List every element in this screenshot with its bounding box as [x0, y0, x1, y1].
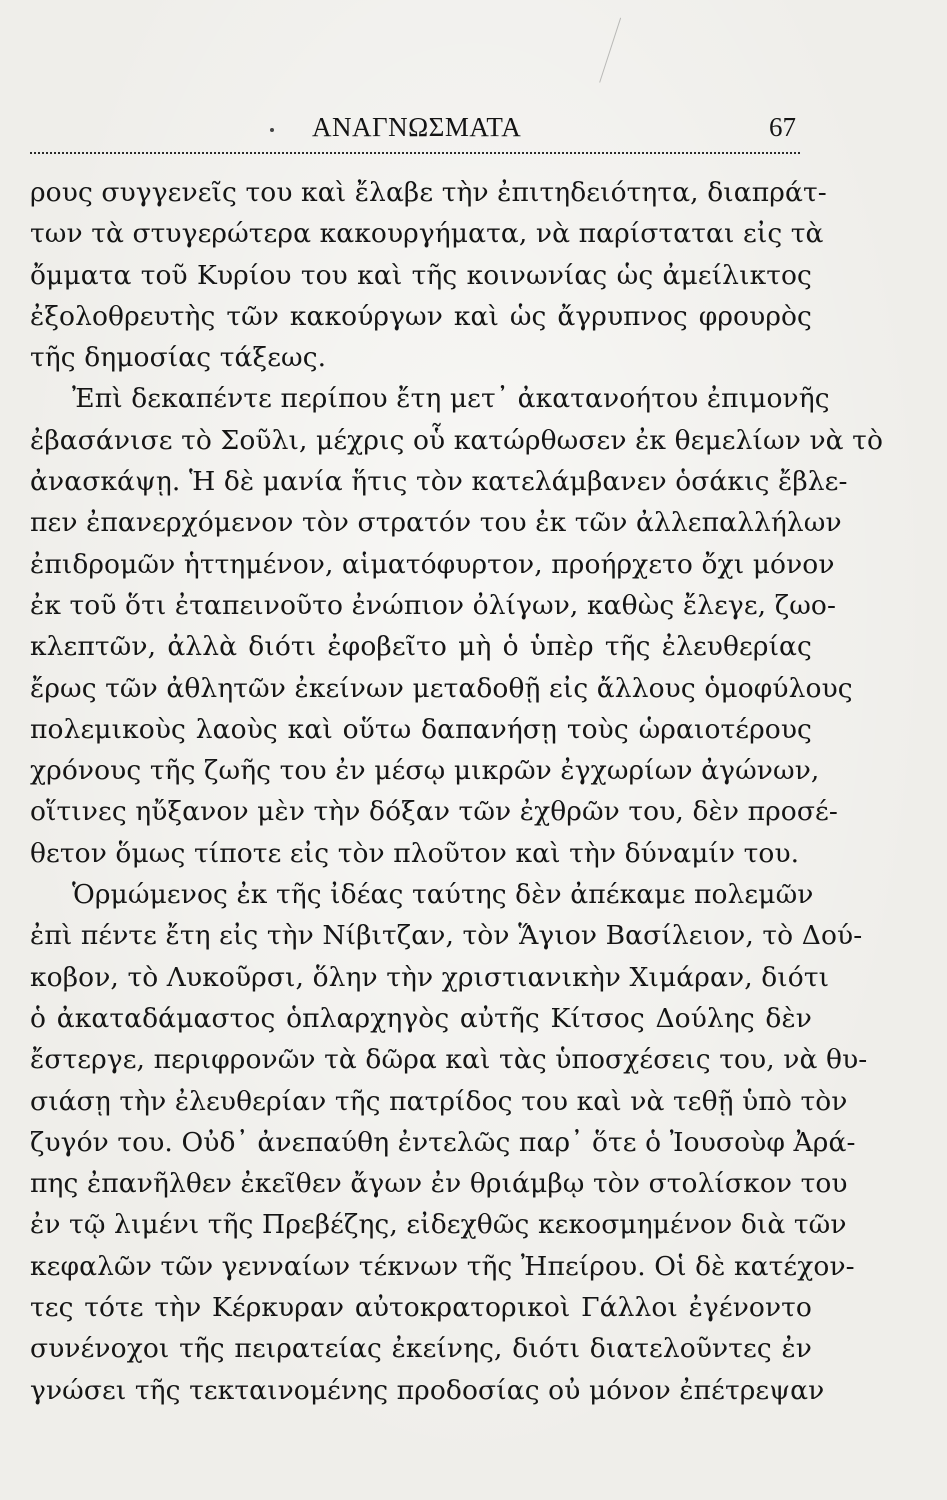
body-text	[30, 172, 883, 1411]
text-line: των τὰ στυγερώτερα κακουργήματα, νὰ παρίσταται εἰς τὰ	[30, 218, 824, 250]
page-number: 67	[769, 112, 796, 142]
header-rule	[30, 152, 800, 154]
text-line: ἐν τῷ λιμένι τῆς Πρεβέζης, εἰδεχθῶς κεκοσμημένον διὰ τῶν	[30, 1209, 847, 1241]
text-line: κοβον, τὸ Λυκοῦρσι, ὅλην τὴν χριστιανικὴν Χιμάραν, διότι	[30, 961, 830, 993]
page-header	[30, 104, 800, 144]
text-line: πης ἐπανῆλθεν ἐκεῖθεν ἄγων ἐν θριάμβῳ τὸν στολίσκον του	[30, 1168, 848, 1200]
paragraph-start-line: Ἐπὶ δεκαπέντε περίπου ἔτη μετ᾽ ἀκατανοήτου ἐπιμονῆς	[72, 383, 830, 415]
text-line: οἵτινες ηὔξανον μὲν τὴν δόξαν τῶν ἐχθρῶν του, δὲν προσέ-	[30, 796, 838, 828]
text-line: ἔστεργε, περιφρονῶν τὰ δῶρα καὶ τὰς ὑποσχέσεις του, νὰ θυ-	[30, 1044, 868, 1076]
text-line: ἔρως τῶν ἀθλητῶν ἐκείνων μεταδοθῇ εἰς ἄλλους ὁμοφύλους	[30, 672, 853, 704]
text-line: τες τότε τὴν Κέρκυραν αὐτοκρατορικοὶ Γάλλοι ἐγένοντο	[30, 1292, 812, 1324]
text-line: συνένοχοι τῆς πειρατείας ἐκείνης, διότι διατελοῦντες ἐν	[30, 1333, 812, 1365]
text-line: ζυγόν του. Οὐδ᾽ ἀνεπαύθη ἐντελῶς παρ᾽ ὅτε ὁ Ἰουσοὺφ Ἀρά-	[30, 1126, 856, 1158]
text-line: ὁ ἀκαταδάμαστος ὁπλαρχηγὸς αὐτῆς Κίτσος Δούλης δὲν	[30, 1002, 812, 1034]
text-line: σιάσῃ τὴν ἐλευθερίαν τῆς πατρίδος του καὶ νὰ τεθῇ ὑπὸ τὸν	[30, 1085, 848, 1117]
text-line: ὄμματα τοῦ Κυρίου του καὶ τῆς κοινωνίας ὡς ἀμείλικτος	[30, 259, 812, 291]
text-line: ἐπιδρομῶν ἡττημένον, αἱματόφυρτον, προήρχετο ὄχι μόνον	[30, 548, 835, 580]
text-line: ἐξολοθρευτὴς τῶν κακούργων καὶ ὡς ἄγρυπνος φρουρὸς	[30, 300, 812, 332]
paragraph-start-line: Ὁρμώμενος ἐκ τῆς ἰδέας ταύτης δὲν ἀπέκαμε πολεμῶν	[72, 879, 814, 911]
text-line: γνώσει τῆς τεκταινομένης προδοσίας οὐ μόνον ἐπέτρεψαν	[30, 1374, 825, 1406]
header-dot	[270, 128, 274, 132]
text-line: ἐβασάνισε τὸ Σοῦλι, μέχρις οὗ κατώρθωσεν ἐκ θεμελίων νὰ τὸ	[30, 424, 883, 456]
text-line: κλεπτῶν, ἀλλὰ διότι ἐφοβεῖτο μὴ ὁ ὑπὲρ τῆς ἐλευθερίας	[30, 631, 812, 663]
scan-artifact-mark	[586, 13, 621, 82]
text-line: πολεμικοὺς λαοὺς καὶ οὕτω δαπανήσῃ τοὺς ὡραιοτέρους	[30, 713, 812, 745]
text-line: πεν ἐπανερχόμενον τὸν στρατόν του ἐκ τῶν ἀλλεπαλλήλων	[30, 507, 842, 539]
text-line: ἐκ τοῦ ὅτι ἐταπεινοῦτο ἐνώπιον ὀλίγων, καθὼς ἔλεγε, ζωο-	[30, 589, 837, 621]
running-title: ΑΝΑΓΝΩΣΜΑΤΑ	[312, 112, 522, 142]
text-line: κεφαλῶν τῶν γενναίων τέκνων τῆς Ἠπείρου. Οἱ δὲ κατέχον-	[30, 1250, 855, 1282]
paragraph-end-line: θετον ὅμως τίποτε εἰς τὸν πλοῦτον καὶ τὴν δύναμίν του.	[30, 837, 800, 869]
text-line: ρους συγγενεῖς του καὶ ἔλαβε τὴν ἐπιτηδειότητα, διαπράτ-	[30, 177, 827, 208]
paragraph-end-line: τῆς δημοσίας τάξεως.	[30, 342, 327, 374]
text-line: ἀνασκάψῃ. Ἡ δὲ μανία ἥτις τὸν κατελάμβανεν ὁσάκις ἔβλε-	[30, 466, 848, 498]
text-line: χρόνους τῆς ζωῆς του ἐν μέσῳ μικρῶν ἐγχωρίων ἀγώνων,	[30, 755, 820, 787]
text-line: ἐπὶ πέντε ἔτη εἰς τὴν Νίβιτζαν, τὸν Ἅγιον Βασίλειον, τὸ Δού-	[30, 920, 863, 952]
